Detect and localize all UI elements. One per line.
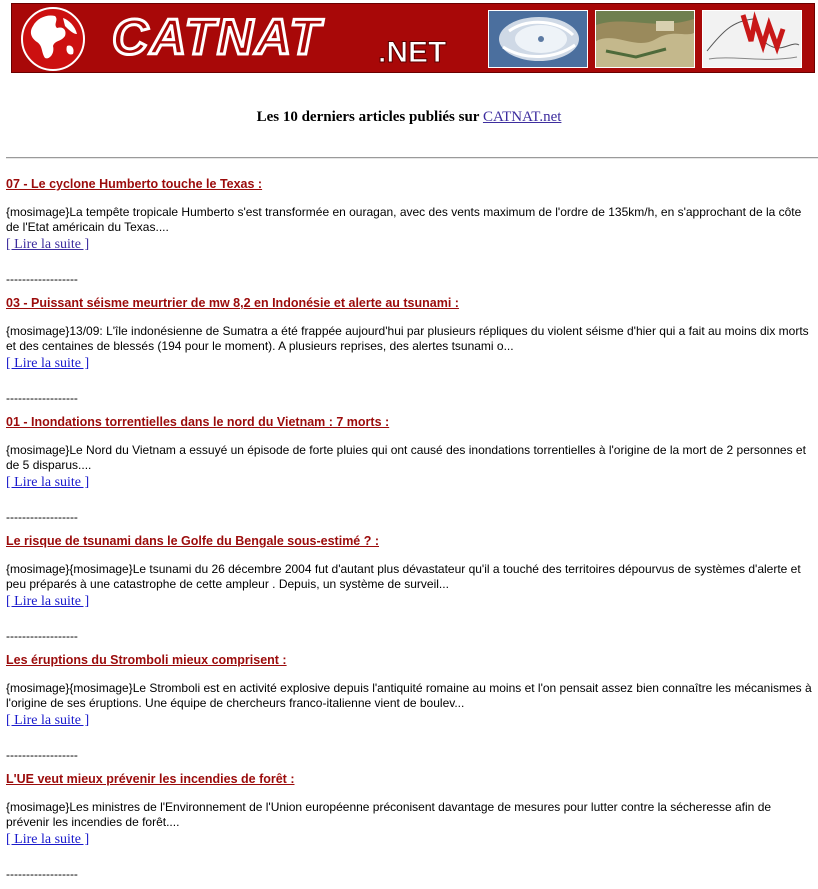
read-more-link[interactable]: [ Lire la suite ] bbox=[6, 237, 90, 252]
catnat-home-link[interactable]: CATNAT.net bbox=[482, 109, 562, 125]
article-summary: {mosimage}Le Nord du Vietnam a essuyé un épisode de forte pluies qui ont causé des inondations torrentielles à l'origine de la mort de 2 personnes et de 5 disparus.... bbox=[6, 443, 806, 472]
logo-text: CATNAT bbox=[112, 9, 323, 65]
site-banner[interactable] bbox=[11, 3, 815, 73]
article-summary: {mosimage}La tempête tropicale Humberto s'est transformée en ouragan, avec des vents maximum de l'ordre de 135km/h, en s'approchant de la côte de l'Etat américain du Texas.... bbox=[6, 205, 802, 234]
read-more-link[interactable]: [ Lire la suite ] bbox=[6, 832, 90, 847]
article-title-link[interactable]: 01 - Inondations torrentielles dans le nord du Vietnam : 7 morts : bbox=[6, 415, 390, 429]
heading-text: Les 10 derniers articles publiés sur bbox=[256, 109, 480, 125]
article-title-link[interactable]: Le risque de tsunami dans le Golfe du Bengale sous-estimé ? : bbox=[6, 534, 379, 548]
article-separator: ------------------ bbox=[6, 510, 78, 524]
globe-icon bbox=[19, 6, 87, 72]
flood-thumbnail bbox=[595, 10, 695, 68]
article-title-link[interactable]: 03 - Puissant séisme meurtrier de mw 8,2 en Indonésie et alerte au tsunami : bbox=[6, 296, 459, 310]
article-separator: ------------------ bbox=[6, 748, 78, 762]
article-title-link[interactable]: L'UE veut mieux prévenir les incendies de forêt : bbox=[6, 772, 295, 786]
article-separator: ------------------ bbox=[6, 391, 78, 405]
article-summary: {mosimage}Les ministres de l'Environnement de l'Union européenne préconisent davantage de mesures pour lutter contre la sécheresse afin de prévenir les incendies de forêt.... bbox=[6, 800, 772, 829]
article-summary: {mosimage}{mosimage}Le Stromboli est en activité explosive depuis l'antiquité romaine au moins et l'on pensait assez bien connaître les mécanismes à l'origine de ses éruptions. Une équipe de chercheurs franco-italienne vient de boulev... bbox=[6, 681, 812, 710]
read-more-link[interactable]: [ Lire la suite ] bbox=[6, 356, 90, 371]
article-summary: {mosimage}{mosimage}Le tsunami du 26 décembre 2004 fut d'autant plus dévastateur qu'il a touché des territoires dépourvus de systèmes d'alerte et peu préparés à une catastrophe de cette ampleur . Depuis, un système de surveil... bbox=[6, 562, 801, 591]
article-title-link[interactable]: 07 - Le cyclone Humberto touche le Texas : bbox=[6, 177, 263, 191]
catnat-logo bbox=[108, 8, 478, 68]
page-heading bbox=[0, 109, 818, 126]
logo-suffix: .NET bbox=[378, 36, 447, 68]
article-title-link[interactable]: Les éruptions du Stromboli mieux comprisent : bbox=[6, 653, 287, 667]
article-separator: ------------------ bbox=[6, 629, 78, 643]
read-more-link[interactable]: [ Lire la suite ] bbox=[6, 594, 90, 609]
read-more-link[interactable]: [ Lire la suite ] bbox=[6, 713, 90, 728]
horizontal-rule bbox=[6, 157, 818, 159]
cyclone-thumbnail bbox=[488, 10, 588, 68]
read-more-link[interactable]: [ Lire la suite ] bbox=[6, 475, 90, 490]
article-summary: {mosimage}13/09: L'île indonésienne de Sumatra a été frappée aujourd'hui par plusieurs répliques du violent séisme d'hier qui a fait au moins dix morts et des centaines de blessés (194 pour le moment). A plusieurs reprises, des alertes tsunami o... bbox=[6, 324, 809, 353]
article-separator: ------------------ bbox=[6, 272, 78, 286]
article-separator: ------------------ bbox=[6, 867, 78, 881]
map-thumbnail bbox=[702, 10, 802, 68]
